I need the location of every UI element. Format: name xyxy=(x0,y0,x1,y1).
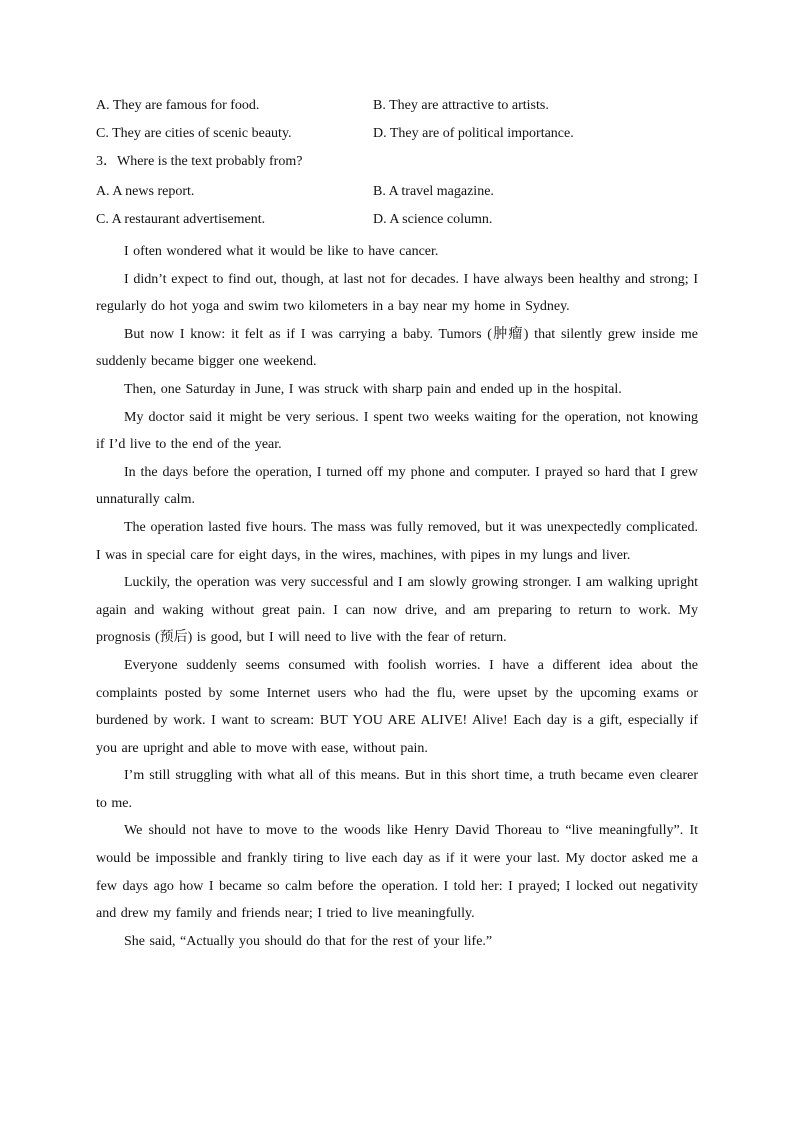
option-a: A. A news report. xyxy=(96,184,195,199)
option-a: A. They are famous for food. xyxy=(96,98,260,113)
option-d: D. They are of political importance. xyxy=(373,126,574,141)
q2-option-row-2 xyxy=(96,124,698,152)
passage-paragraph: Luckily, the operation was very successful and I am slowly growing stronger. I am walking upright again and waking without great pain. I can now drive, and am preparing to return to work. My prognosis (预后) is good, but I will need to live with the fear of return. xyxy=(96,575,698,646)
passage-paragraph: But now I know: it felt as if I was carrying a baby. Tumors (肿瘤) that silently grew inside me suddenly became bigger one weekend. xyxy=(96,326,698,370)
passage-paragraph: My doctor said it might be very serious. I spent two weeks waiting for the operation, not knowing if I’d live to the end of the year. xyxy=(96,409,698,453)
option-d: D. A science column. xyxy=(373,212,493,227)
passage-paragraph: I’m still struggling with what all of this means. But in this short time, a truth became even clearer to me. xyxy=(96,768,698,811)
option-c: C. They are cities of scenic beauty. xyxy=(96,126,292,141)
q3-option-row-1 xyxy=(96,182,698,210)
question-3-stem: 3．Where is the text probably from? xyxy=(96,154,303,169)
reading-passage xyxy=(96,238,698,955)
option-b: B. A travel magazine. xyxy=(373,184,494,199)
option-b: B. They are attractive to artists. xyxy=(373,98,549,113)
passage-paragraph: The operation lasted five hours. The mass was fully removed, but it was unexpectedly complicated. I was in special care for eight days, in the wires, machines, with pipes in my lungs and liver. xyxy=(96,519,698,563)
passage-paragraph: I didn’t expect to find out, though, at last not for decades. I have always been healthy and strong; I regularly do hot yoga and swim two kilometers in a bay near my home in Sydney. xyxy=(96,271,698,315)
passage-paragraph: She said, “Actually you should do that for the rest of your life.” xyxy=(124,933,493,949)
q2-option-row-1 xyxy=(96,96,698,124)
option-c: C. A restaurant advertisement. xyxy=(96,212,266,227)
passage-paragraph: I often wondered what it would be like to have cancer. xyxy=(124,244,439,259)
passage-paragraph: In the days before the operation, I turned off my phone and computer. I prayed so hard that I grew unnaturally calm. xyxy=(96,464,698,508)
q3-option-row-2 xyxy=(96,210,698,238)
passage-paragraph: We should not have to move to the woods like Henry David Thoreau to “live meaningfully”. It would be impossible and frankly tiring to live each day as if it were your last. My doctor asked me a few days ago how I became so calm before the operation. I told her: I prayed; I locked out negativity and drew my family and friends near; I tried to live meaningfully. xyxy=(96,823,698,922)
passage-paragraph: Then, one Saturday in June, I was struck with sharp pain and ended up in the hospital. xyxy=(124,381,622,397)
passage-paragraph: Everyone suddenly seems consumed with foolish worries. I have a different idea about the complaints posted by some Internet users who had the flu, were upset by the upcoming exams or burdened by work. I want to scream: BUT YOU ARE ALIVE! Alive! Each day is a gift, especially if you are upright and able to move with ease, without pain. xyxy=(96,657,698,756)
